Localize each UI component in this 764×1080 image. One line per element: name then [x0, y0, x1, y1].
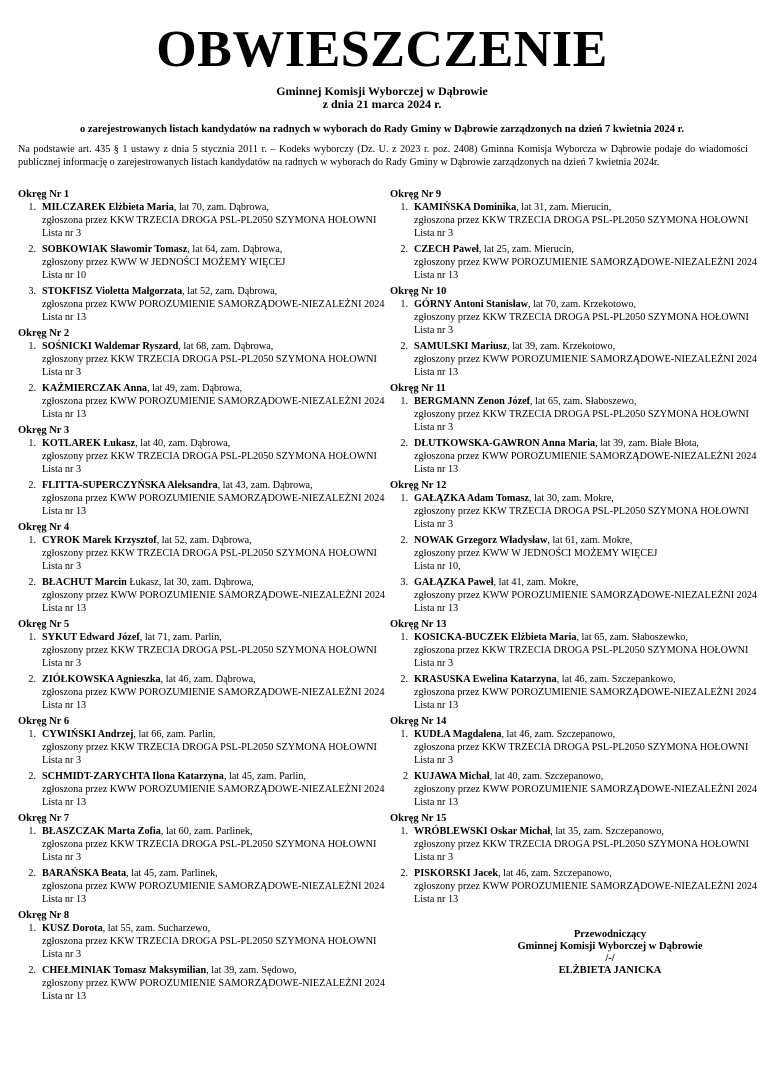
candidate-line — [414, 340, 760, 353]
district-title: Okręg Nr 15 — [390, 813, 447, 824]
candidate-entry — [390, 243, 760, 282]
candidate-line — [42, 922, 388, 935]
candidate-entry — [18, 770, 388, 809]
candidate-body — [42, 825, 388, 864]
candidate-details: , lat 55, zam. Sucharzewo, — [102, 923, 211, 934]
candidate-body — [42, 201, 388, 240]
candidate-details: , lat 65, zam. Słaboszewko, — [576, 632, 688, 643]
right-column — [390, 188, 760, 909]
candidate-number: 2. — [400, 244, 408, 255]
issuer: Gminnej Komisji Wyborczej w Dąbrowie — [276, 84, 488, 98]
candidate-list-number: Lista nr 13 — [414, 367, 459, 378]
candidate-number: 3. — [400, 577, 408, 588]
candidate-entry — [390, 576, 760, 615]
district-section — [390, 618, 760, 712]
candidate-entry — [390, 825, 760, 864]
district-title: Okręg Nr 1 — [18, 189, 70, 200]
candidate-number: 2. — [28, 674, 36, 685]
candidate-line — [42, 673, 388, 686]
subject-line: o zarejestrowanych listach kandydatów na radnych w wyborach do Rady Gminy w Dąbrowie zarządzonych na dzień 7 kwietnia 2024 r. — [80, 124, 684, 135]
candidate-list-number: Lista nr 3 — [42, 755, 82, 766]
candidate-body — [42, 243, 388, 282]
candidate-details: , lat 46, zam. Szczepanowo, — [498, 868, 612, 879]
candidate-list-number: Lista nr 13 — [414, 797, 459, 808]
candidate-name: PISKORSKI Jacek — [414, 868, 499, 879]
issue-date: z dnia 21 marca 2024 r. — [322, 97, 442, 111]
candidate-name: SOŚNICKI Waldemar Ryszard — [42, 341, 179, 352]
candidate-committee: zgłoszony przez KWW POROZUMIENIE SAMORZĄDOWE-NIEZALEŻNI 2024 — [414, 784, 758, 795]
candidate-entry — [390, 298, 760, 337]
district-title: Okręg Nr 2 — [18, 328, 70, 339]
candidate-name: KUDŁA Magdalena — [414, 729, 502, 740]
candidate-line — [42, 285, 388, 298]
candidate-committee: zgłoszona przez KKW TRZECIA DROGA PSL-PL2050 SZYMONA HOŁOWNI — [42, 936, 377, 947]
candidate-body — [42, 964, 388, 1003]
candidate-committee: zgłoszony przez KWW POROZUMIENIE SAMORZĄDOWE-NIEZALEŻNI 2024 — [414, 881, 758, 892]
candidate-number: 2. — [28, 965, 36, 976]
candidate-committee: zgłoszona przez KKW TRZECIA DROGA PSL-PL2050 SZYMONA HOŁOWNI — [414, 742, 749, 753]
candidate-number: 2. — [400, 341, 408, 352]
candidate-name: KAMIŃSKA Dominika — [414, 202, 517, 213]
district-title: Okręg Nr 11 — [390, 383, 446, 394]
district-section — [18, 715, 388, 809]
candidate-committee: zgłoszony przez KKW TRZECIA DROGA PSL-PL2050 SZYMONA HOŁOWNI — [42, 451, 377, 462]
candidate-committee: zgłoszony przez KWW W JEDNOŚCI MOŻEMY WIĘCEJ — [414, 548, 658, 559]
candidate-name: KUSZ Dorota — [42, 923, 103, 934]
candidate-body — [414, 728, 760, 767]
candidate-line — [42, 243, 388, 256]
candidate-details: , lat 71, zam. Parlin, — [139, 632, 222, 643]
candidate-details: , lat 49, zam. Dąbrowa, — [147, 383, 243, 394]
district-title: Okręg Nr 10 — [390, 286, 447, 297]
district-section — [390, 188, 760, 282]
candidate-entry — [18, 964, 388, 1003]
district-section — [18, 812, 388, 906]
candidate-name: CYROK Marek Krzysztof — [42, 535, 157, 546]
candidate-number: 1. — [400, 826, 408, 837]
candidate-list-number: Lista nr 3 — [42, 561, 82, 572]
candidate-name: FLITTA-SUPERCZYŃSKA Aleksandra — [42, 480, 218, 491]
candidate-name: BERGMANN Zenon Józef — [414, 396, 531, 407]
candidate-line — [414, 770, 760, 783]
candidate-list-number: Lista nr 3 — [42, 949, 82, 960]
candidate-body — [414, 298, 760, 337]
candidate-entry — [18, 382, 388, 421]
district-title: Okręg Nr 13 — [390, 619, 447, 630]
candidate-committee: zgłoszony przez KWW POROZUMIENIE SAMORZĄDOWE-NIEZALEŻNI 2024 — [414, 590, 758, 601]
candidate-body — [42, 631, 388, 670]
signature-mark: /-/ — [605, 953, 615, 964]
candidate-number: 2. — [400, 674, 408, 685]
candidate-name: KUJAWA Michał — [414, 771, 490, 782]
candidate-body — [42, 382, 388, 421]
candidate-name: NOWAK Grzegorz Władysław — [414, 535, 548, 546]
candidate-name: SOBKOWIAK Sławomir Tomasz — [42, 244, 188, 255]
candidate-line — [414, 728, 760, 741]
candidate-entry — [390, 340, 760, 379]
signature-role: Przewodniczący — [573, 929, 647, 940]
district-title: Okręg Nr 14 — [390, 716, 447, 727]
candidate-details: , lat 52, zam. Dąbrowa, — [182, 286, 278, 297]
candidate-line — [414, 576, 760, 589]
candidate-name: BŁACHUT Marcin — [42, 577, 127, 588]
signature-name: ELŻBIETA JANICKA — [558, 965, 662, 976]
candidate-body — [414, 576, 760, 615]
candidate-number: 1. — [400, 729, 408, 740]
candidate-body — [414, 770, 760, 809]
candidate-line — [42, 382, 388, 395]
candidate-list-number: Lista nr 3 — [42, 658, 82, 669]
district-section — [390, 812, 760, 906]
candidate-committee: zgłoszona przez KKW TRZECIA DROGA PSL-PL2050 SZYMONA HOŁOWNI — [414, 645, 749, 656]
candidate-details: , lat 46, zam. Szczepankowo, — [556, 674, 676, 685]
candidate-line — [414, 243, 760, 256]
candidate-details: , lat 40, zam. Szczepanowo, — [489, 771, 604, 782]
candidate-committee: zgłoszony przez KKW TRZECIA DROGA PSL-PL2050 SZYMONA HOŁOWNI — [414, 312, 749, 323]
candidate-entry — [390, 534, 760, 573]
candidate-list-number: Lista nr 3 — [42, 852, 82, 863]
candidate-list-number: Lista nr 13 — [414, 700, 459, 711]
candidate-committee: zgłoszona przez KWW POROZUMIENIE SAMORZĄDOWE-NIEZALEŻNI 2024 — [42, 881, 385, 892]
candidate-list-number: Lista nr 13 — [42, 894, 87, 905]
candidate-body — [42, 867, 388, 906]
candidate-number: 1. — [400, 493, 408, 504]
candidate-line — [414, 201, 760, 214]
candidate-number: 2 — [402, 771, 408, 782]
district-title: Okręg Nr 7 — [18, 813, 70, 824]
candidate-body — [42, 437, 388, 476]
candidate-number: 1. — [28, 341, 36, 352]
candidate-list-number: Lista nr 13 — [42, 506, 87, 517]
candidate-number: 2. — [28, 577, 36, 588]
candidate-line — [414, 673, 760, 686]
signature-body: Gminnej Komisji Wyborczej w Dąbrowie — [517, 941, 703, 952]
candidate-details: , lat 30, zam. Mokre, — [528, 493, 614, 504]
candidate-details: , lat 45, zam. Parlin, — [223, 771, 306, 782]
candidate-number: 2. — [28, 480, 36, 491]
candidate-committee: zgłoszony przez KWW W JEDNOŚCI MOŻEMY WIĘCEJ — [42, 257, 286, 268]
candidate-entry — [18, 673, 388, 712]
candidate-name: KRASUSKA Ewelina Katarzyna — [414, 674, 557, 685]
candidate-entry — [18, 576, 388, 615]
candidate-details: , lat 35, zam. Szczepanowo, — [550, 826, 664, 837]
candidate-entry — [390, 437, 760, 476]
candidate-entry — [390, 395, 760, 434]
candidate-number: 2. — [28, 244, 36, 255]
candidate-number: 1. — [400, 396, 408, 407]
candidate-details: , lat 68, zam. Dąbrowa, — [178, 341, 274, 352]
candidate-committee: zgłoszona przez KWW POROZUMIENIE SAMORZĄDOWE-NIEZALEŻNI 2024 — [42, 299, 385, 310]
candidate-committee: zgłoszona przez KKW TRZECIA DROGA PSL-PL2050 SZYMONA HOŁOWNI — [42, 215, 377, 226]
candidate-committee: zgłoszona przez KKW TRZECIA DROGA PSL-PL2050 SZYMONA HOŁOWNI — [414, 215, 749, 226]
candidate-name: KAŹMIERCZAK Anna — [42, 383, 148, 394]
candidate-entry — [18, 728, 388, 767]
candidate-entry — [390, 728, 760, 767]
candidate-number: 1. — [400, 202, 408, 213]
candidate-body — [42, 770, 388, 809]
signature-block — [480, 929, 740, 977]
candidate-committee: zgłoszony przez KWW POROZUMIENIE SAMORZĄDOWE-NIEZALEŻNI 2024 — [414, 257, 758, 268]
candidate-line — [414, 437, 760, 450]
candidate-number: 2. — [28, 383, 36, 394]
district-title: Okręg Nr 9 — [390, 189, 442, 200]
candidate-committee: zgłoszona przez KWW POROZUMIENIE SAMORZĄDOWE-NIEZALEŻNI 2024 — [414, 451, 757, 462]
candidate-committee: zgłoszony przez KWW POROZUMIENIE SAMORZĄDOWE-NIEZALEŻNI 2024 — [414, 354, 758, 365]
candidate-line — [42, 534, 388, 547]
candidate-name: CZECH Paweł — [414, 244, 479, 255]
candidate-body — [414, 340, 760, 379]
candidate-line — [414, 298, 760, 311]
candidate-number: 2. — [28, 771, 36, 782]
district-section — [18, 188, 388, 324]
district-title: Okręg Nr 3 — [18, 425, 70, 436]
candidate-name: BŁASZCZAK Marta Zofia — [42, 826, 161, 837]
candidate-entry — [18, 437, 388, 476]
candidate-list-number: Lista nr 3 — [42, 228, 82, 239]
district-section — [390, 382, 760, 476]
candidate-committee: zgłoszony przez KKW TRZECIA DROGA PSL-PL2050 SZYMONA HOŁOWNI — [414, 409, 749, 420]
candidate-details: , lat 61, zam. Mokre, — [547, 535, 633, 546]
candidate-details: , lat 46, zam. Szczepanowo, — [501, 729, 616, 740]
candidate-list-number: Lista nr 3 — [42, 464, 82, 475]
candidate-line — [42, 201, 388, 214]
candidate-entry — [18, 922, 388, 961]
candidate-committee: zgłoszony przez KWW POROZUMIENIE SAMORZĄDOWE-NIEZALEŻNI 2024 — [42, 590, 386, 601]
candidate-name: STOKFISZ Violetta Małgorzata — [42, 286, 183, 297]
candidate-body — [42, 479, 388, 518]
candidate-line — [414, 395, 760, 408]
candidate-name: GAŁĄZKA Paweł — [414, 577, 494, 588]
district-section — [390, 285, 760, 379]
candidate-body — [42, 922, 388, 961]
candidate-name: ZIÓŁKOWSKA Agnieszka — [42, 674, 161, 685]
candidate-entry — [390, 492, 760, 531]
candidate-number: 1. — [28, 923, 36, 934]
candidate-committee: zgłoszona przez KWW POROZUMIENIE SAMORZĄDOWE-NIEZALEŻNI 2024 — [42, 493, 385, 504]
candidate-details: , lat 64, zam. Dąbrowa, — [187, 244, 283, 255]
candidate-number: 1. — [400, 632, 408, 643]
candidate-line — [42, 770, 388, 783]
candidate-body — [414, 395, 760, 434]
candidate-body — [414, 201, 760, 240]
candidate-number: 1. — [28, 535, 36, 546]
candidate-line — [42, 728, 388, 741]
candidate-entry — [390, 867, 760, 906]
candidate-list-number: Lista nr 3 — [414, 755, 454, 766]
candidate-entry — [390, 770, 760, 809]
candidate-line — [42, 964, 388, 977]
candidate-entry — [18, 479, 388, 518]
candidate-details: , lat 45, zam. Parlinek, — [126, 868, 218, 879]
district-title: Okręg Nr 4 — [18, 522, 70, 533]
candidate-committee: zgłoszona przez KWW POROZUMIENIE SAMORZĄDOWE-NIEZALEŻNI 2024 — [42, 784, 385, 795]
candidate-list-number: Lista nr 3 — [414, 658, 454, 669]
candidate-entry — [18, 534, 388, 573]
candidate-number: 1. — [28, 632, 36, 643]
candidate-list-number: Lista nr 13 — [414, 894, 459, 905]
candidate-list-number: Lista nr 3 — [414, 228, 454, 239]
candidate-entry — [390, 673, 760, 712]
candidate-number: 1. — [28, 729, 36, 740]
candidate-committee: zgłoszony przez KKW TRZECIA DROGA PSL-PL2050 SZYMONA HOŁOWNI — [414, 839, 749, 850]
candidate-body — [414, 825, 760, 864]
district-section — [18, 521, 388, 615]
candidate-entry — [18, 285, 388, 324]
candidate-list-number: Lista nr 13 — [42, 797, 87, 808]
candidate-committee: zgłoszony przez KWW POROZUMIENIE SAMORZĄDOWE-NIEZALEŻNI 2024 — [42, 978, 386, 989]
candidate-details: , lat 65, zam. Słaboszewo, — [530, 396, 637, 407]
candidate-body — [414, 631, 760, 670]
candidate-name: WRÓBLEWSKI Oskar Michał — [414, 826, 551, 837]
candidate-name: SAMULSKI Mariusz — [414, 341, 508, 352]
candidate-number: 1. — [28, 438, 36, 449]
candidate-name: DŁUTKOWSKA-GAWRON Anna Maria — [414, 438, 596, 449]
candidate-number: 2. — [400, 438, 408, 449]
candidate-number: 2. — [400, 868, 408, 879]
candidate-number: 2. — [400, 535, 408, 546]
candidate-line — [42, 867, 388, 880]
candidate-details: , lat 31, zam. Mierucin, — [516, 202, 612, 213]
candidate-details: , lat 39, zam. Sędowo, — [206, 965, 297, 976]
candidate-body — [42, 576, 388, 615]
candidate-list-number: Lista nr 3 — [414, 852, 454, 863]
candidate-list-number: Lista nr 13 — [414, 270, 459, 281]
candidate-committee: zgłoszony przez KKW TRZECIA DROGA PSL-PL2050 SZYMONA HOŁOWNI — [414, 506, 749, 517]
candidate-details: , lat 43, zam. Dąbrowa, — [217, 480, 313, 491]
candidate-list-number: Lista nr 3 — [414, 422, 454, 433]
candidate-committee: zgłoszona przez KWW POROZUMIENIE SAMORZĄDOWE-NIEZALEŻNI 2024 — [414, 687, 757, 698]
candidate-name: MILCZAREK Elżbieta Maria — [42, 202, 174, 213]
candidate-details: , lat 40, zam. Dąbrowa, — [135, 438, 231, 449]
candidate-committee: zgłoszony przez KKW TRZECIA DROGA PSL-PL2050 SZYMONA HOŁOWNI — [42, 742, 377, 753]
candidate-name: CHEŁMINIAK Tomasz Maksymilian — [42, 965, 207, 976]
left-column — [18, 188, 388, 1006]
candidate-line — [414, 631, 760, 644]
candidate-number: 2. — [28, 868, 36, 879]
district-title: Okręg Nr 5 — [18, 619, 70, 630]
candidate-list-number: Lista nr 13 — [414, 603, 459, 614]
district-title: Okręg Nr 8 — [18, 910, 70, 921]
candidate-list-number: Lista nr 3 — [414, 519, 454, 530]
candidate-body — [414, 534, 760, 573]
candidate-line — [42, 631, 388, 644]
district-section — [390, 715, 760, 809]
candidate-line — [414, 867, 760, 880]
candidate-number: 1. — [28, 202, 36, 213]
candidate-body — [414, 867, 760, 906]
candidate-entry — [18, 631, 388, 670]
candidate-body — [42, 728, 388, 767]
candidate-body — [42, 340, 388, 379]
candidate-entry — [390, 631, 760, 670]
district-section — [390, 479, 760, 615]
candidate-committee: zgłoszona przez KWW POROZUMIENIE SAMORZĄDOWE-NIEZALEŻNI 2024 — [42, 396, 385, 407]
district-section — [18, 327, 388, 421]
candidate-details: , lat 39, zam. Krzekotowo, — [507, 341, 616, 352]
candidate-name: GÓRNY Antoni Stanisław — [414, 299, 528, 310]
legal-basis-paragraph: Na podstawie art. 435 § 1 ustawy z dnia 5 stycznia 2011 r. – Kodeks wyborczy (Dz. U. z 2023 r. poz. 2408) Gminna Komisja Wyborcza w Dąbrowie podaje do wiadomości publicznej informację o zarejestrowanych listach kandydatów na radnych w wyborach do Rady Gminy w Dąbrowie zarządzonych na dzień 7 kwietnia 2024r. — [18, 144, 748, 168]
candidate-name: SCHMIDT-ZARYCHTA Ilona Katarzyna — [42, 771, 224, 782]
candidate-list-number: Lista nr 13 — [42, 603, 87, 614]
candidate-list-number: Lista nr 10, — [414, 561, 461, 572]
candidate-line — [42, 340, 388, 353]
candidate-details: , lat 70, zam. Dąbrowa, — [173, 202, 269, 213]
candidate-name: SYKUT Edward Józef — [42, 632, 140, 643]
candidate-committee: zgłoszona przez KKW TRZECIA DROGA PSL-PL2050 SZYMONA HOŁOWNI — [42, 839, 377, 850]
candidate-list-number: Lista nr 13 — [414, 464, 459, 475]
candidate-entry — [390, 201, 760, 240]
district-section — [18, 618, 388, 712]
district-section — [18, 424, 388, 518]
candidate-committee: zgłoszony przez KKW TRZECIA DROGA PSL-PL2050 SZYMONA HOŁOWNI — [42, 645, 377, 656]
candidate-body — [42, 285, 388, 324]
candidate-details: , lat 60, zam. Parlinek, — [160, 826, 253, 837]
candidate-name: CYWIŃSKI Andrzej — [42, 729, 134, 740]
candidate-line — [42, 825, 388, 838]
candidate-line — [414, 825, 760, 838]
candidate-committee: zgłoszony przez KKW TRZECIA DROGA PSL-PL2050 SZYMONA HOŁOWNI — [42, 548, 377, 559]
candidate-list-number: Lista nr 13 — [42, 312, 87, 323]
candidate-list-number: Lista nr 13 — [42, 700, 87, 711]
candidate-name: BARAŃSKA Beata — [42, 868, 127, 879]
candidate-details: , lat 41, zam. Mokre, — [493, 577, 579, 588]
candidate-number: 3. — [28, 286, 36, 297]
candidate-entry — [18, 340, 388, 379]
candidate-body — [414, 673, 760, 712]
candidate-committee: zgłoszony przez KKW TRZECIA DROGA PSL-PL2050 SZYMONA HOŁOWNI — [42, 354, 377, 365]
candidate-details: Łukasz, lat 30, zam. Dąbrowa, — [126, 577, 254, 588]
candidate-details: , lat 39, zam. Białe Błota, — [595, 438, 699, 449]
candidate-line — [42, 437, 388, 450]
candidate-details: , lat 46, zam. Dąbrowa, — [160, 674, 256, 685]
page-title: OBWIESZCZENIE — [156, 21, 608, 78]
candidate-entry — [18, 243, 388, 282]
candidate-line — [42, 576, 388, 589]
candidate-body — [42, 534, 388, 573]
candidate-name: KOTLAREK Łukasz — [42, 438, 136, 449]
candidate-line — [414, 534, 760, 547]
candidate-line — [414, 492, 760, 505]
district-title: Okręg Nr 12 — [390, 480, 447, 491]
candidate-details: , lat 66, zam. Parlin, — [133, 729, 216, 740]
candidate-body — [414, 492, 760, 531]
candidate-list-number: Lista nr 10 — [42, 270, 87, 281]
candidate-details: , lat 70, zam. Krzekotowo, — [527, 299, 637, 310]
candidate-name: KOSICKA-BUCZEK Elżbieta Maria — [414, 632, 577, 643]
candidate-number: 1. — [400, 299, 408, 310]
candidate-details: , lat 25, zam. Mierucin, — [478, 244, 574, 255]
candidate-name: GAŁĄZKA Adam Tomasz — [414, 493, 529, 504]
candidate-line — [42, 479, 388, 492]
candidate-number: 1. — [28, 826, 36, 837]
candidate-body — [414, 243, 760, 282]
district-title: Okręg Nr 6 — [18, 716, 70, 727]
candidate-entry — [18, 825, 388, 864]
district-section — [18, 909, 388, 1003]
candidate-list-number: Lista nr 13 — [42, 991, 87, 1002]
candidate-details: , lat 52, zam. Dąbrowa, — [156, 535, 252, 546]
candidate-body — [414, 437, 760, 476]
candidate-list-number: Lista nr 3 — [42, 367, 82, 378]
candidate-body — [42, 673, 388, 712]
candidate-list-number: Lista nr 3 — [414, 325, 454, 336]
candidate-list-number: Lista nr 13 — [42, 409, 87, 420]
candidate-entry — [18, 867, 388, 906]
candidate-entry — [18, 201, 388, 240]
candidate-committee: zgłoszona przez KWW POROZUMIENIE SAMORZĄDOWE-NIEZALEŻNI 2024 — [42, 687, 385, 698]
